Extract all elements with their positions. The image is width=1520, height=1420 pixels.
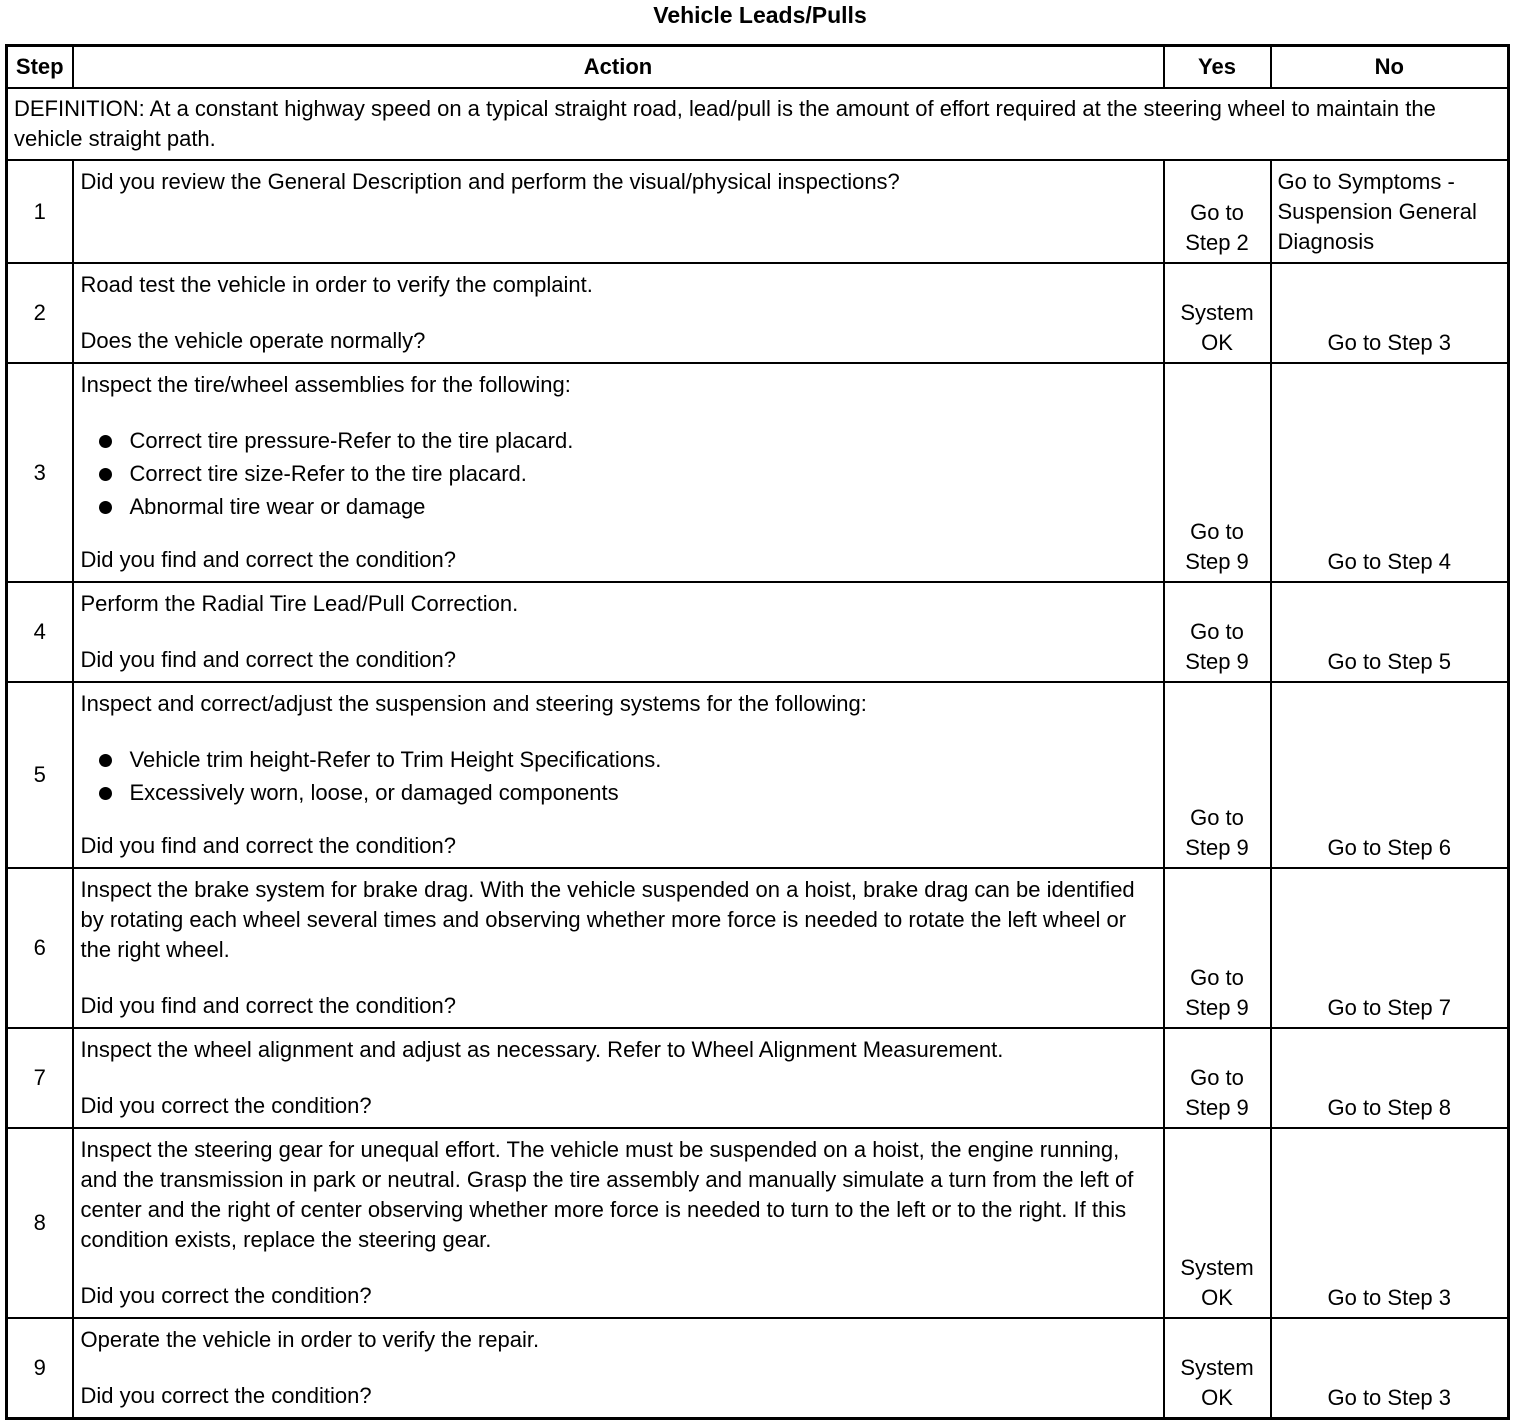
action-question: Did you correct the condition? [80, 1383, 372, 1408]
table-row [7, 263, 1509, 363]
yes-text: Go to Step 9 [1185, 805, 1249, 860]
step-number: 9 [7, 1318, 73, 1419]
yes-cell [1164, 263, 1271, 363]
no-text: Go to Step 3 [1327, 1285, 1452, 1310]
yes-text: Go to Step 9 [1185, 519, 1249, 574]
list-item: Abnormal tire wear or damage [81, 490, 1157, 523]
yes-cell [1164, 363, 1271, 582]
action-question: Did you correct the condition? [80, 1093, 372, 1118]
list-item: Excessively worn, loose, or damaged components [81, 776, 1157, 809]
yes-text: System OK [1180, 1355, 1254, 1410]
action-cell [73, 582, 1164, 682]
no-cell [1271, 363, 1509, 582]
yes-cell [1164, 868, 1271, 1028]
no-cell [1271, 682, 1509, 868]
step-number: 5 [7, 682, 73, 868]
yes-cell [1164, 1028, 1271, 1128]
no-text: Go to Step 7 [1327, 995, 1452, 1020]
action-question: Did you find and correct the condition? [80, 647, 456, 672]
step-number: 7 [7, 1028, 73, 1128]
action-text: Inspect the brake system for brake drag. With the vehicle suspended on a hoist, brake drag can be identified by rotating each wheel several times and observing whether more force is needed to rotate the left wheel or the right wheel. [80, 877, 1135, 962]
yes-text: System OK [1180, 1255, 1254, 1310]
step-number: 4 [7, 582, 73, 682]
action-cell [73, 160, 1164, 263]
no-cell [1271, 1128, 1509, 1318]
table-row [7, 1318, 1509, 1419]
no-cell [1271, 160, 1509, 263]
bullet-list [81, 743, 1157, 809]
action-text: Inspect and correct/adjust the suspension and steering systems for the following: [80, 691, 867, 716]
action-cell [73, 1318, 1164, 1419]
yes-cell [1164, 582, 1271, 682]
yes-cell [1164, 1318, 1271, 1419]
yes-text: System OK [1180, 300, 1254, 355]
action-question: Did you correct the condition? [80, 1283, 372, 1308]
step-number: 6 [7, 868, 73, 1028]
list-item: Correct tire size-Refer to the tire placard. [81, 457, 1157, 490]
action-cell [73, 868, 1164, 1028]
header-no: No [1271, 46, 1509, 89]
no-cell [1271, 1028, 1509, 1128]
action-text: Inspect the wheel alignment and adjust as necessary. Refer to Wheel Alignment Measurement. [80, 1037, 1004, 1062]
action-question: Does the vehicle operate normally? [80, 328, 426, 353]
definition-text: DEFINITION: At a constant highway speed on a typical straight road, lead/pull is the amount of effort required at the steering wheel to maintain the vehicle straight path. [7, 88, 1509, 160]
header-row [7, 46, 1509, 89]
step-number: 1 [7, 160, 73, 263]
action-text: Did you review the General Description and perform the visual/physical inspections? [80, 169, 900, 194]
no-cell [1271, 582, 1509, 682]
no-text: Go to Symptoms - Suspension General Diagnosis [1277, 169, 1477, 254]
action-cell [73, 1028, 1164, 1128]
yes-text: Go to Step 9 [1185, 1065, 1249, 1120]
table-row [7, 868, 1509, 1028]
no-cell [1271, 263, 1509, 363]
table-row [7, 1028, 1509, 1128]
action-cell [73, 263, 1164, 363]
no-text: Go to Step 8 [1327, 1095, 1452, 1120]
header-yes: Yes [1164, 46, 1271, 89]
action-cell [73, 363, 1164, 582]
yes-cell [1164, 1128, 1271, 1318]
header-step: Step [7, 46, 73, 89]
action-text: Inspect the steering gear for unequal effort. The vehicle must be suspended on a hoist, the engine running, and the transmission in park or neutral. Grasp the tire assembly and manually simulate a turn from the left of center and the right of center observing whether more force is needed to turn to the left or to the right. If this condition exists, replace the steering gear. [80, 1137, 1134, 1252]
no-text: Go to Step 6 [1327, 835, 1452, 860]
no-text: Go to Step 3 [1327, 1385, 1452, 1410]
no-cell [1271, 1318, 1509, 1419]
no-cell [1271, 868, 1509, 1028]
action-text: Operate the vehicle in order to verify the repair. [80, 1327, 540, 1352]
action-text: Road test the vehicle in order to verify the complaint. [80, 272, 593, 297]
definition-row [7, 88, 1509, 160]
no-text: Go to Step 4 [1327, 549, 1452, 574]
step-number: 2 [7, 263, 73, 363]
action-cell [73, 1128, 1164, 1318]
action-question: Did you find and correct the condition? [80, 833, 456, 858]
action-question: Did you find and correct the condition? [80, 547, 456, 572]
table-row [7, 682, 1509, 868]
action-cell [73, 682, 1164, 868]
yes-text: Go to Step 9 [1185, 619, 1249, 674]
yes-cell [1164, 682, 1271, 868]
action-text: Perform the Radial Tire Lead/Pull Correction. [80, 591, 519, 616]
page-title: Vehicle Leads/Pulls [653, 2, 867, 28]
list-item: Vehicle trim height-Refer to Trim Height Specifications. [81, 743, 1157, 776]
table-row [7, 1128, 1509, 1318]
bullet-list [81, 424, 1157, 523]
step-number: 3 [7, 363, 73, 582]
table-row [7, 582, 1509, 682]
yes-text: Go to Step 2 [1185, 200, 1249, 255]
no-text: Go to Step 3 [1327, 330, 1452, 355]
table-row [7, 160, 1509, 263]
yes-cell [1164, 160, 1271, 263]
diagnostic-table [5, 44, 1510, 1420]
yes-text: Go to Step 9 [1185, 965, 1249, 1020]
no-text: Go to Step 5 [1327, 649, 1452, 674]
step-number: 8 [7, 1128, 73, 1318]
action-question: Did you find and correct the condition? [80, 993, 456, 1018]
action-text: Inspect the tire/wheel assemblies for the following: [80, 372, 571, 397]
table-row [7, 363, 1509, 582]
header-action: Action [73, 46, 1164, 89]
list-item: Correct tire pressure-Refer to the tire placard. [81, 424, 1157, 457]
